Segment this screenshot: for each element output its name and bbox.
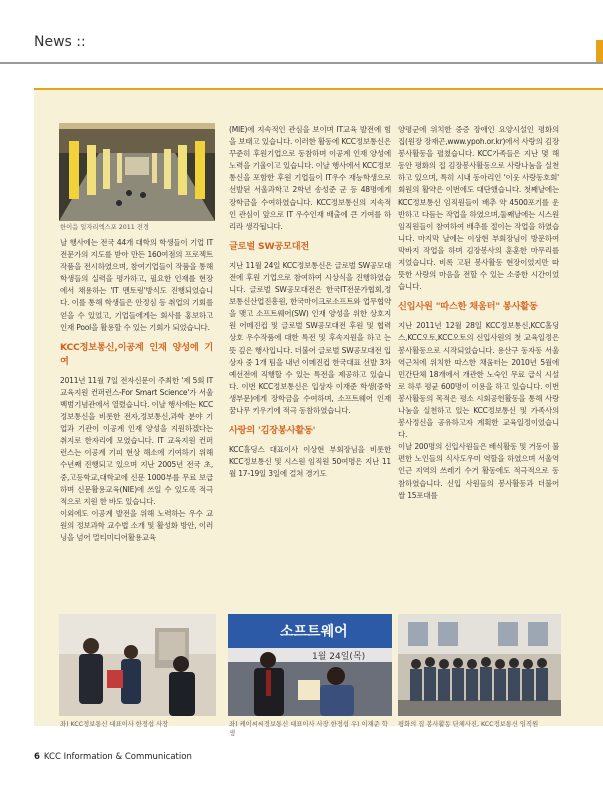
award-banner-text: 소프트웨어 (280, 624, 348, 640)
col2-paragraph-2: 지난 11월 24일 KCC정보통신은 글로벌 SW공모대전에 후원 기업으로 참여하여 시상식을 진행하였습니다. 글로벌 SW공모대전은 한국IT전문가협회,정보통신산업진흥원, 한국마이크로소프트와 업무협약을 맺고 소프트웨어(SW) 인재 양성을 위한 상호지원 어메진컵 및 글로벌 SW공모대전 후원 및 협력 상호 우수작품에 대한 특전 및 후속지원을 하고 는 뜻 깊은 행사입니다. 더불어 글로벌 SW공모대전 입상자 중 1개 팀을 내년 이메진컵 한국대표 선발 3차 예선전에 직행할 수 있는 특전을 제공하고 있습니다. 이번 KCC정보통신은 입상자 이재준 학생(중학생부문)에게 장학금을 수여하며, 소프트웨어 인재 꿈나무 키우기에 적극 동참하였습니다. (229, 260, 391, 415)
col3-paragraph-1: 양평군에 위치한 중증 장애인 요양시설인 평화의 집(원장 장재곤,www.ypoh.or.kr)에서 사랑의 김장봉사활동을 펼쳤습니다. KCC가족들은 지난 몇 해 동안 평화의 집 김장봉사활동으로 사랑나눔을 실천하고 있으며, 특히 시내 동아리인 '이웃 사랑동호회' 회원의 활약은 이번에도 대단했습니다. 첫째날에는 KCC정보통신 임직원들이 배추 약 4500포기를 운반하고 다듬는 작업을 하였으며,둘째날에는 시스원 임직원들이 참여하여 배추를 절이는 작업을 하였습니다. 마지막 날에는 이상현 부회장님이 방문하여 막바지 작업을 하며 김장봉사의 훈훈한 마무리를 지었습니다. 비록 고된 봉사활동 현장이었지만 따뜻한 사랑의 마음을 전할 수 있는 소중한 시간이었습니다. (398, 125, 559, 292)
publication-title: KCC Information & Communication (43, 752, 192, 762)
col2-heading-2: 사랑의 '김장봉사활동' (229, 425, 316, 437)
conference-photo (59, 614, 216, 716)
article-column-3 (398, 124, 559, 502)
col3-paragraph-2: 지난 2011년 12월 28일 KCC정보통신,KCC홀딩스,KCC오토,KCC오토의 신입사원의 첫 교육일정은 봉사활동으로 시작되었습니다. 용산구 동자동 서울역근처에 위치한 따스한 채움터는 2010년 5월에 민간단체 18개에서 개관한 노숙인 무료 급식 시설로 하루 평균 600명이 이용을 하고 있습니다. 이번 봉사활동의 목적은 평소 시회공헌활동을 통해 사랑 나눔을 실천하고 있는 KCC정보통신 및 가족사의 봉사정신을 공유하고자 계획한 교육일정이었습니다. (398, 321, 559, 440)
col1-paragraph-1: 날 행사에는 전국 44개 대학의 학생들이 기업 IT 전문가의 지도를 받아 만든 160여점의 프로젝트 작품을 전시하였으며, 참여기업들이 작품을 통해 학생들의 실력을 평가하고, 필요한 인재를 현장에서 채용하는 'IT 멘토링'방식도 진행되었습니다. 이를 통해 학생들은 안정심 등 취업의 기회를 얻을 수 있었고, 기업들에게는 회사를 홍보하고 인재 Pool을 활용할 수 있는 기회가 되었습니다. (60, 238, 213, 332)
award-photo-caption: 좌) 케이씨씨정보통신 대표이사 사장 한정섭 우) 이재준 학생 (229, 721, 388, 737)
col1-heading-1: KCC정보통신,이공계 인재 양성에 기여 (60, 341, 213, 367)
article-column-1 (60, 237, 213, 544)
page-number: 6 (34, 752, 40, 762)
award-banner-date: 1월 24일(목) (312, 652, 366, 662)
article-column-2 (229, 124, 391, 480)
col2-heading-1: 글로벌 SW공모대전 (229, 240, 310, 252)
volunteer-group-photo (398, 614, 561, 716)
conference-photo-caption: 좌) KCC정보통신 대표이사 한정섭 사장 (60, 721, 169, 728)
header-divider (0, 62, 603, 64)
col3-paragraph-3: 이날 200명의 신입사원들은 배식활동 및 거동이 불편한 노인들의 식사도우미 역할을 하였으며 서울역 인근 지역의 쓰레기 수거 활동에도 적극적으로 동참하였습니다. 신입 사원들의 봉사활동과 더불어 쌀 15포대를 (398, 442, 559, 500)
expo-photo-caption: 한이음 일자리엑스포 2011 전경 (60, 224, 149, 231)
page-header (0, 0, 603, 70)
page-title: News :: (34, 34, 86, 50)
col1-paragraph-3: 이외에도 이공계 발전을 위해 노력하는 우수 교원의 정보과학 교수법 소개 및 활성화 방안, 이러닝을 넘어 멀티미디어활용교육 (60, 508, 213, 542)
page-footer (34, 752, 192, 762)
col2-paragraph-1: (MIE)에 지속적인 관심을 보이며 IT교육 발전에 힘을 보태고 있습니다. 이러한 활동에 KCC정보통신은 꾸준히 후원기업으로 동참하며 이공계 인재 양성에 노력을 기울이고 있습니다. 이날 행사에서 KCC정보통신을 포함한 후원 기업들이 IT우수 재능학생으로 선발된 서울과학고 2학년 송성준 군 등 48명에게 장학금을 수여하였습니다. KCC정보통신의 지속적인 관심이 앞으로 IT 우수인재 배출에 큰 기여를 하리라 생각됩니다. (229, 125, 391, 231)
col3-heading-1: 신입사원 "따스한 채움터" 봉사활동 (398, 301, 538, 313)
expo-hall-photo (59, 123, 215, 221)
award-photo (228, 614, 392, 716)
header-accent-bar (596, 40, 603, 62)
col1-paragraph-2: 2011년 11월 7일 전자신문이 주최한 '제 5회 IT 교육지원 컨퍼런스-For Smart Science'가 서울 벡범기념관에서 열렸습니다. 이날 행사에는 KCC정보통신을 비롯한 전자,정보통신,과학 분야 기업과 기관이 이공계 인재 양성을 지원하겠다는 취지로 한자리에 모였습니다. IT 교육지원 컨퍼런스는 이공계 기피 현상 해소에 기여하기 위해 수년째 진행되고 있으며 지난 2005년 전국 초,중,고등학교,대학교에 신문 1000부를 무료 보급하며 신문활용교육(NIE)에 쓰일 수 있도록 적극적으로 지원 한 바도 있습니다. (60, 375, 213, 506)
col2-paragraph-3: KCC홀딩스 대표이사 이상현 부회장님을 비롯한 KCC정보통신 및 시스원 임직원 50여명은 지난 11월 17-19일 3일에 걸쳐 경기도 (229, 445, 391, 479)
volunteer-photo-caption: 평화의 집 봉사활동 단체사진, KCC정보통신 임직원 (398, 721, 539, 728)
